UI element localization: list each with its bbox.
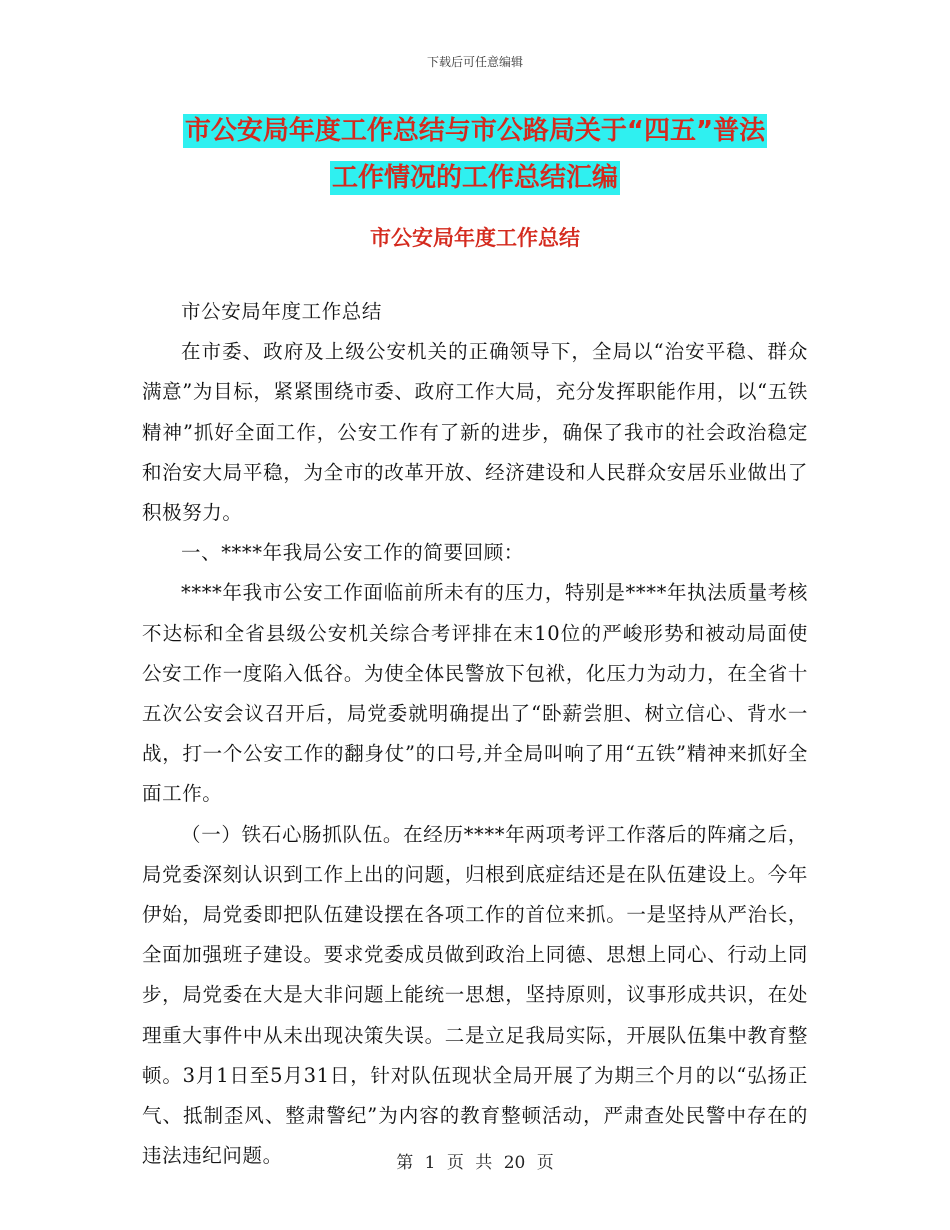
paragraph-subtitle: 市公安局年度工作总结 bbox=[181, 300, 383, 323]
section-title: 市公安局年度工作总结 bbox=[370, 226, 580, 250]
document-title bbox=[0, 108, 950, 202]
paragraph-intro: 在市委、政府及上级公安机关的正确领导下，全局以“治安平稳、群众满意”为目标，紧紧围绕市委、政府工作大局，充分发挥职能作用，以“五铁精神”抓好全面工作，公安工作有了新的进步，确保了我市的社会政治稳定和治安大局平稳，为全市的改革开放、经济建设和人民群众安居乐业做出了积极努力。 bbox=[142, 340, 808, 525]
paragraph-review: ****年我市公安工作面临前所未有的压力，特别是****年执法质量考核不达标和全省县级公安机关综合考评排在末10位的严峻形势和被动局面使公安工作一度陷入低谷。为使全体民警放下包袱，化压力为动力，在全省十五次公安会议召开后，局党委就明确提出了“卧薪尝胆、树立信心、背水一战，打一个公安工作的翻身仗”的口号,并全局叫响了用“五铁”精神来抓好全面工作。 bbox=[142, 581, 808, 806]
document-body bbox=[142, 292, 808, 1176]
document-title-line-1: 市公安局年度工作总结与市公路局关于“四五”普法 bbox=[184, 116, 766, 146]
page-footer: 第 1 页 共 20 页 bbox=[396, 1153, 554, 1173]
header-note: 下载后可任意编辑 bbox=[426, 55, 523, 69]
document-title-line-2: 工作情况的工作总结汇编 bbox=[331, 163, 618, 193]
paragraph-heading-review: 一、****年我局公安工作的简要回顾： bbox=[181, 541, 524, 565]
paragraph-team-building: （一）铁石心肠抓队伍。在经历****年两项考评工作落后的阵痛之后，局党委深刻认识到工作上出的问题，归根到底症结还是在队伍建设上。今年伊始，局党委即把队伍建设摆在各项工作的首位来抓。一是坚持从严治长，全面加强班子建设。要求党委成员做到政治上同德、思想上同心、行动上同步，局党委在大是大非问题上能统一思想，坚持原则，议事形成共识，在处理重大事件中从未出现决策失误。二是立足我局实际，开展队伍集中教育整顿。3月1日至5月31日，针对队伍现状全局开展了为期三个月的以“弘扬正气、抵制歪风、整肃警纪”为内容的教育整顿活动，严肃查处民警中存在的违法违纪问题。 bbox=[142, 822, 808, 1168]
